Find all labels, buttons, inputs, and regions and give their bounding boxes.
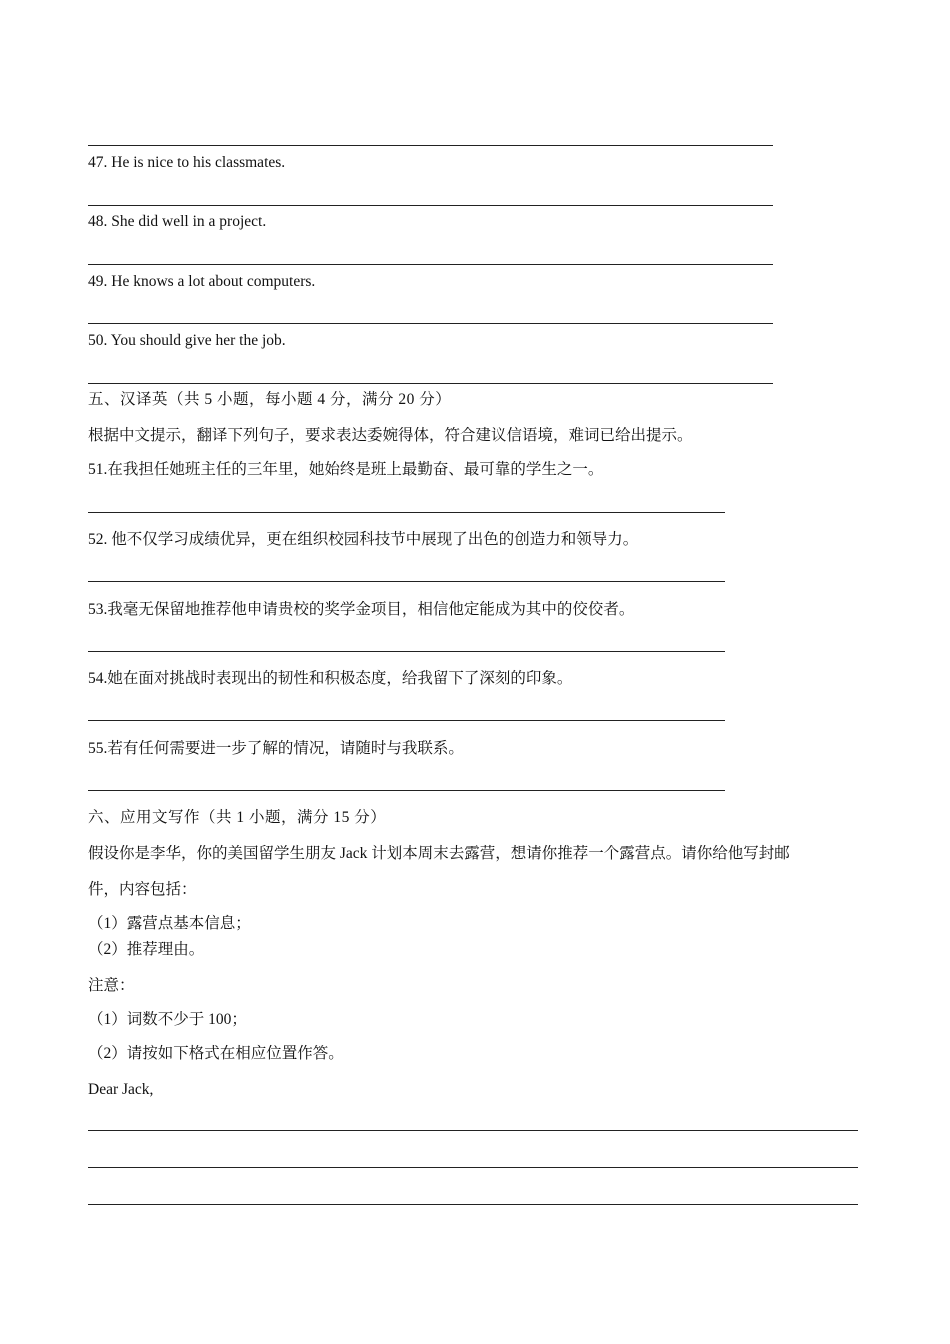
item-47-number: 47. <box>88 154 108 171</box>
section6-heading: 六、应用文写作（共 1 小题，满分 15 分） <box>88 809 387 826</box>
writing-line-1[interactable] <box>88 1130 858 1131</box>
answer-line-55[interactable] <box>88 790 725 791</box>
item-47-text: He is nice to his classmates. <box>111 154 286 171</box>
item-47 <box>88 153 285 173</box>
item-48-number: 48. <box>88 213 108 230</box>
item-49-number: 49. <box>88 273 108 290</box>
section5-instruction: 根据中文提示，翻译下列句子，要求表达委婉得体，符合建议信语境，难词已给出提示。 <box>88 427 693 444</box>
answer-line-48[interactable] <box>88 264 773 265</box>
section6-prompt-line1: 假设你是李华，你的美国留学生朋友 Jack 计划本周末去露营，想请你推荐一个露营点。请你给他写封邮 <box>88 845 790 862</box>
item-51: 51.在我担任她班主任的三年里，她始终是班上最勤奋、最可靠的学生之一。 <box>88 461 604 478</box>
item-54: 54.她在面对挑战时表现出的韧性和积极态度，给我留下了深刻的印象。 <box>88 670 573 687</box>
item-50-text: You should give her the job. <box>110 332 286 349</box>
answer-line-47[interactable] <box>88 205 773 206</box>
section6-point-2: （2）推荐理由。 <box>88 941 205 958</box>
answer-line-52[interactable] <box>88 581 725 582</box>
letter-greeting: Dear Jack, <box>88 1081 154 1098</box>
section6-prompt-line2: 件，内容包括： <box>88 881 197 898</box>
section5-heading: 五、汉译英（共 5 小题，每小题 4 分，满分 20 分） <box>88 391 452 408</box>
section6-point-1: （1）露营点基本信息； <box>88 915 251 932</box>
item-49 <box>88 272 315 292</box>
answer-line-54[interactable] <box>88 720 725 721</box>
item-52: 52. 他不仅学习成绩优异，更在组织校园科技节中展现了出色的创造力和领导力。 <box>88 531 639 548</box>
item-55: 55.若有任何需要进一步了解的情况，请随时与我联系。 <box>88 740 464 757</box>
answer-line-51[interactable] <box>88 512 725 513</box>
item-50 <box>88 331 286 351</box>
writing-line-2[interactable] <box>88 1167 858 1168</box>
answer-line-50[interactable] <box>88 383 773 384</box>
section6-note-1: （1）词数不少于 100； <box>88 1011 247 1028</box>
answer-line-46[interactable] <box>88 145 773 146</box>
section6-note-2: （2）请按如下格式在相应位置作答。 <box>88 1045 344 1062</box>
section6-note-label: 注意： <box>88 977 135 994</box>
answer-line-49[interactable] <box>88 323 773 324</box>
item-49-text: He knows a lot about computers. <box>111 273 316 290</box>
writing-line-3[interactable] <box>88 1204 858 1205</box>
item-53: 53.我毫无保留地推荐他申请贵校的奖学金项目，相信他定能成为其中的佼佼者。 <box>88 601 635 618</box>
item-48-text: She did well in a project. <box>111 213 267 230</box>
answer-line-53[interactable] <box>88 651 725 652</box>
item-50-number: 50. <box>88 332 108 349</box>
item-48 <box>88 212 266 232</box>
